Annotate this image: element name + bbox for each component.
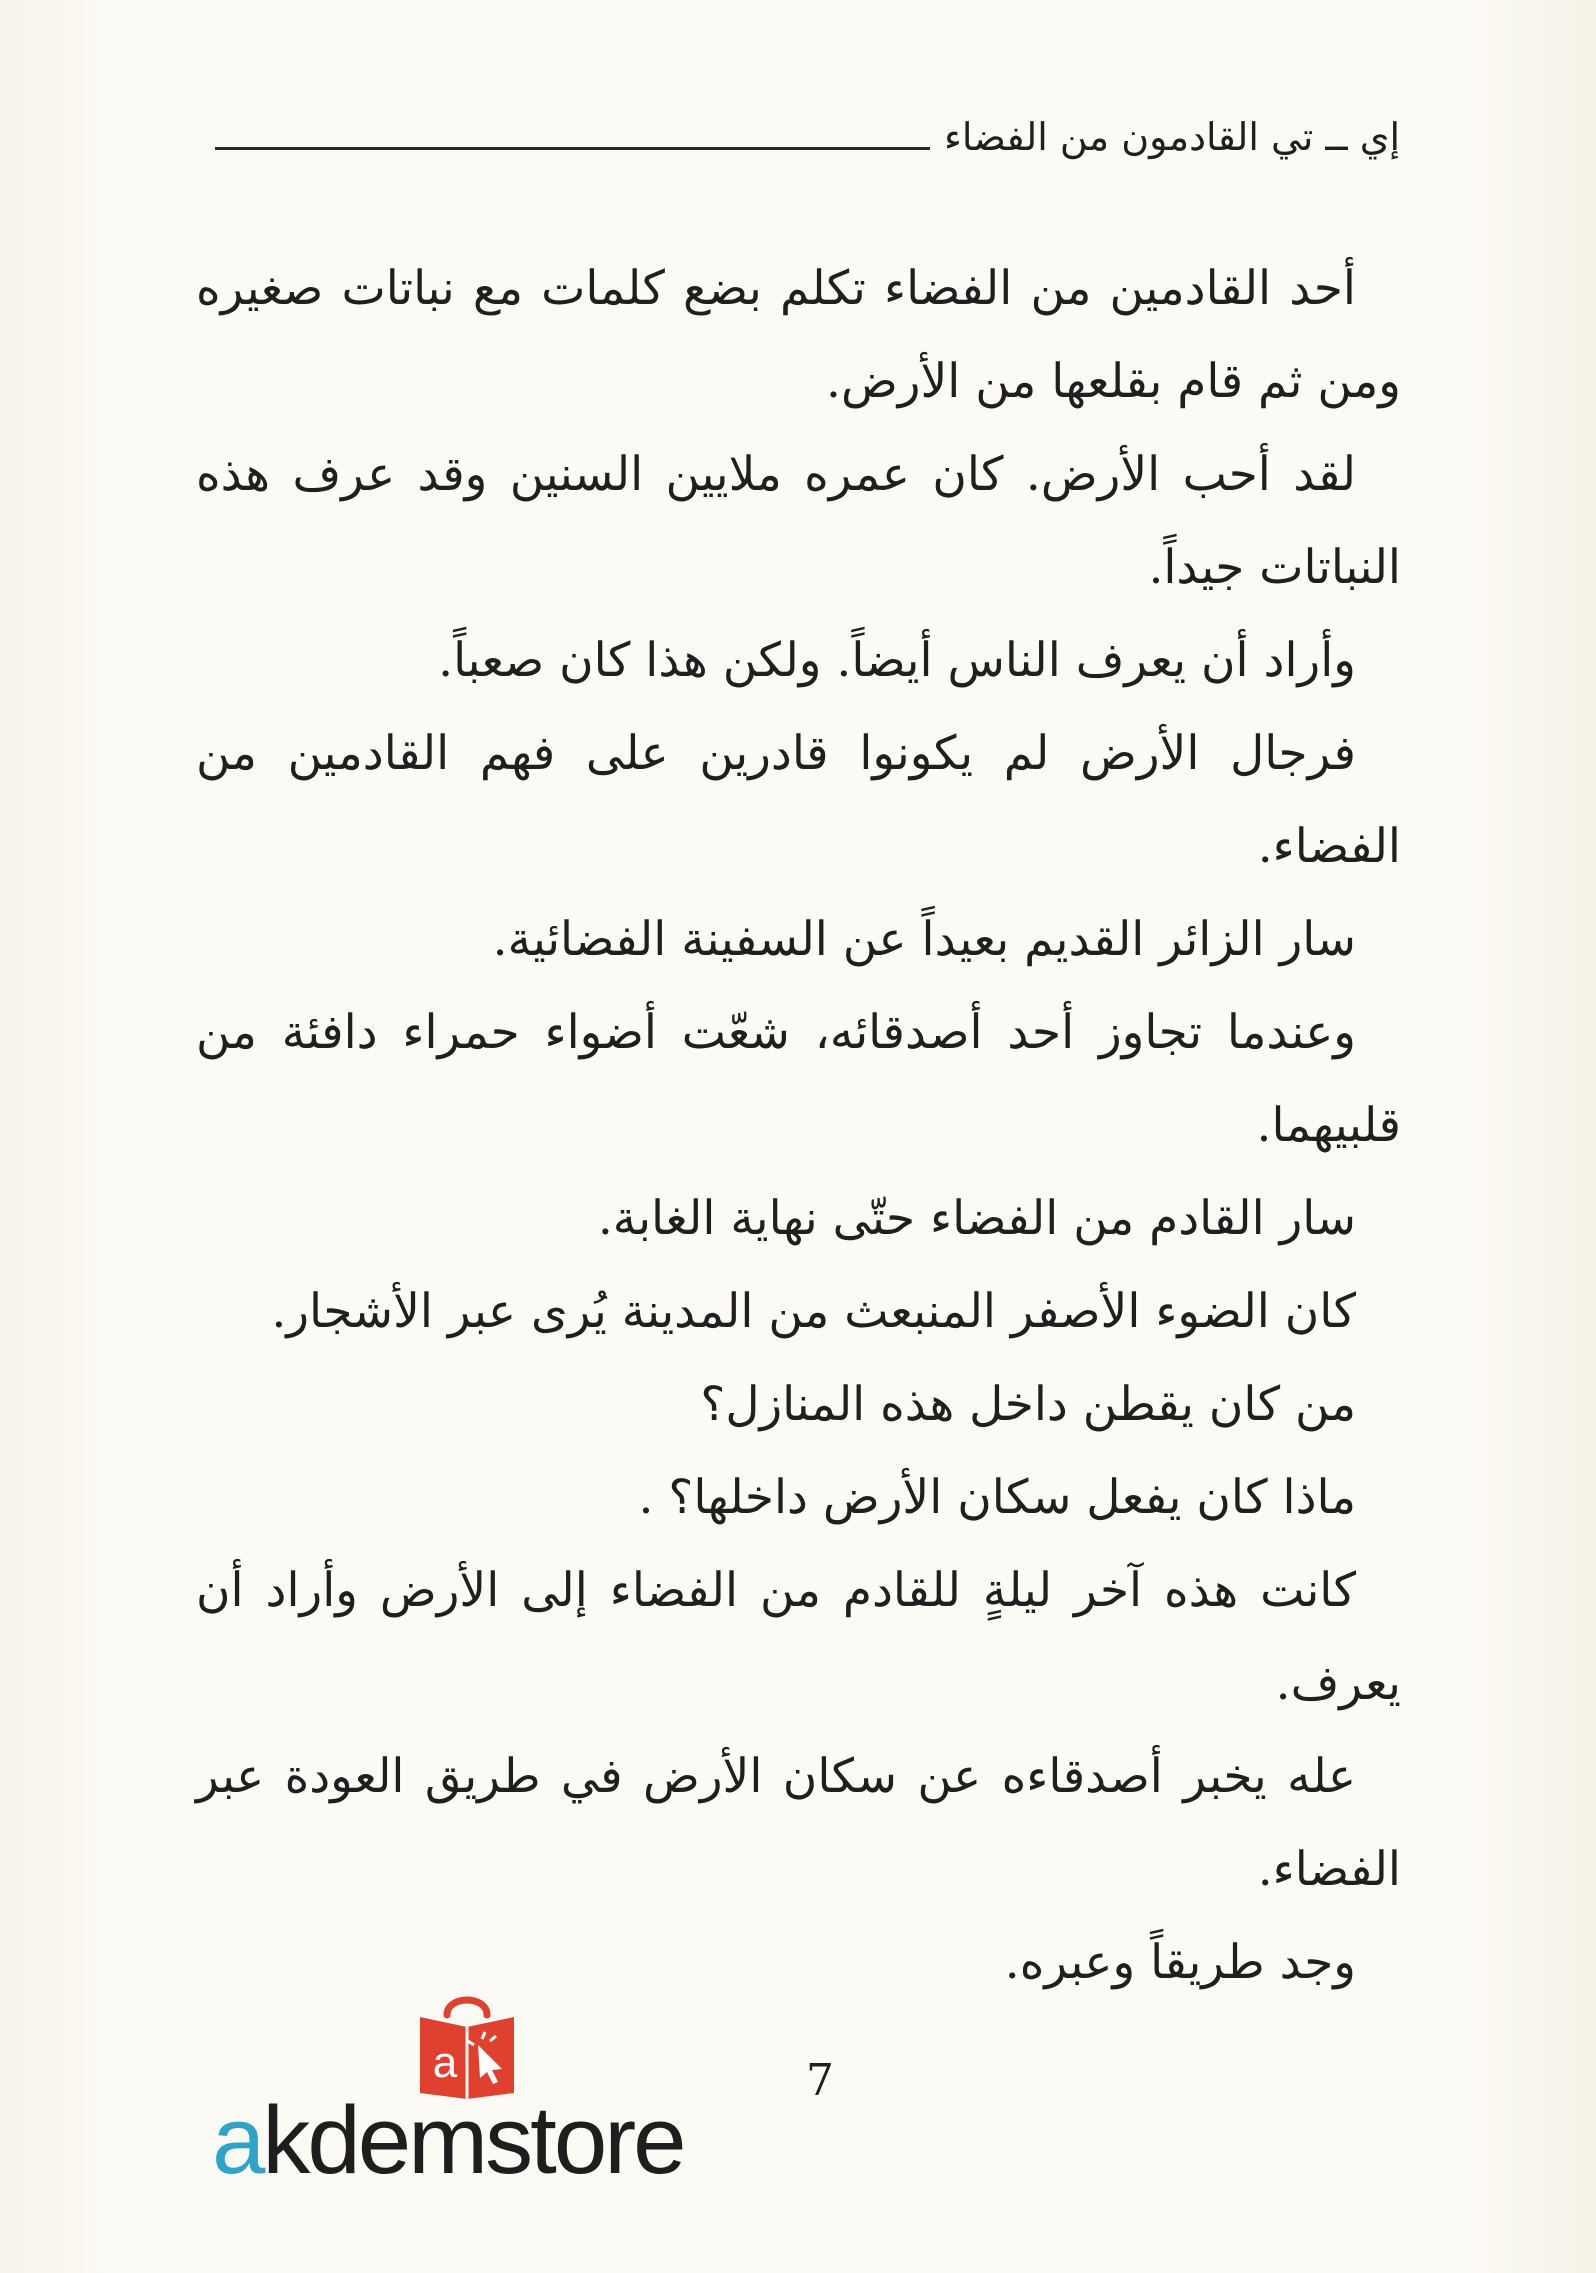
- paragraph: وعندما تجاوز أحد أصدقائه، شعّت أضواء حمراء دافئة من قلبيهما.: [196, 1005, 1401, 1153]
- paragraph: سار القادم من الفضاء حتّى نهاية الغابة.: [597, 1191, 1356, 1246]
- wordmark-rest: kdemstore: [262, 2087, 684, 2194]
- shopping-bag-book-icon: [412, 1985, 522, 2100]
- body-text: [196, 242, 1401, 2009]
- paragraph: ماذا كان يفعل سكان الأرض داخلها؟ .: [638, 1470, 1356, 1525]
- page-number: 7: [806, 2055, 834, 2106]
- icon-letter: a: [432, 2038, 458, 2087]
- paragraph: وجد طريقاً وعبره.: [1004, 1935, 1356, 1990]
- paragraph: سار الزائر القديم بعيداً عن السفينة الفضائية.: [492, 912, 1356, 967]
- paragraph: كانت هذه آخر ليلةٍ للقادم من الفضاء إلى الأرض وأراد أن يعرف.: [196, 1563, 1401, 1711]
- store-wordmark: [212, 2087, 684, 2194]
- paragraph: أحد القادمين من الفضاء تكلم بضع كلمات مع نباتات صغيره ومن ثم قام بقلعها من الأرض.: [196, 261, 1401, 409]
- running-header: [215, 115, 1400, 159]
- paragraph: عله يخبر أصدقاءه عن سكان الأرض في طريق العودة عبر الفضاء.: [196, 1749, 1401, 1897]
- store-watermark: [212, 1985, 732, 2225]
- wordmark-accent: a: [212, 2087, 263, 2194]
- running-title: إي ــ تي القادمون من الفضاء: [944, 115, 1400, 159]
- paragraph: فرجال الأرض لم يكونوا قادرين على فهم القادمين من الفضاء.: [196, 726, 1401, 874]
- paragraph: كان الضوء الأصفر المنبعث من المدينة يُرى عبر الأشجار.: [271, 1284, 1356, 1339]
- header-rule: [215, 147, 930, 150]
- paragraph: وأراد أن يعرف الناس أيضاً. ولكن هذا كان صعباً.: [438, 633, 1356, 688]
- paragraph: من كان يقطن داخل هذه المنازل؟: [700, 1377, 1356, 1432]
- paragraph: لقد أحب الأرض. كان عمره ملايين السنين وقد عرف هذه النباتات جيداً.: [196, 447, 1401, 595]
